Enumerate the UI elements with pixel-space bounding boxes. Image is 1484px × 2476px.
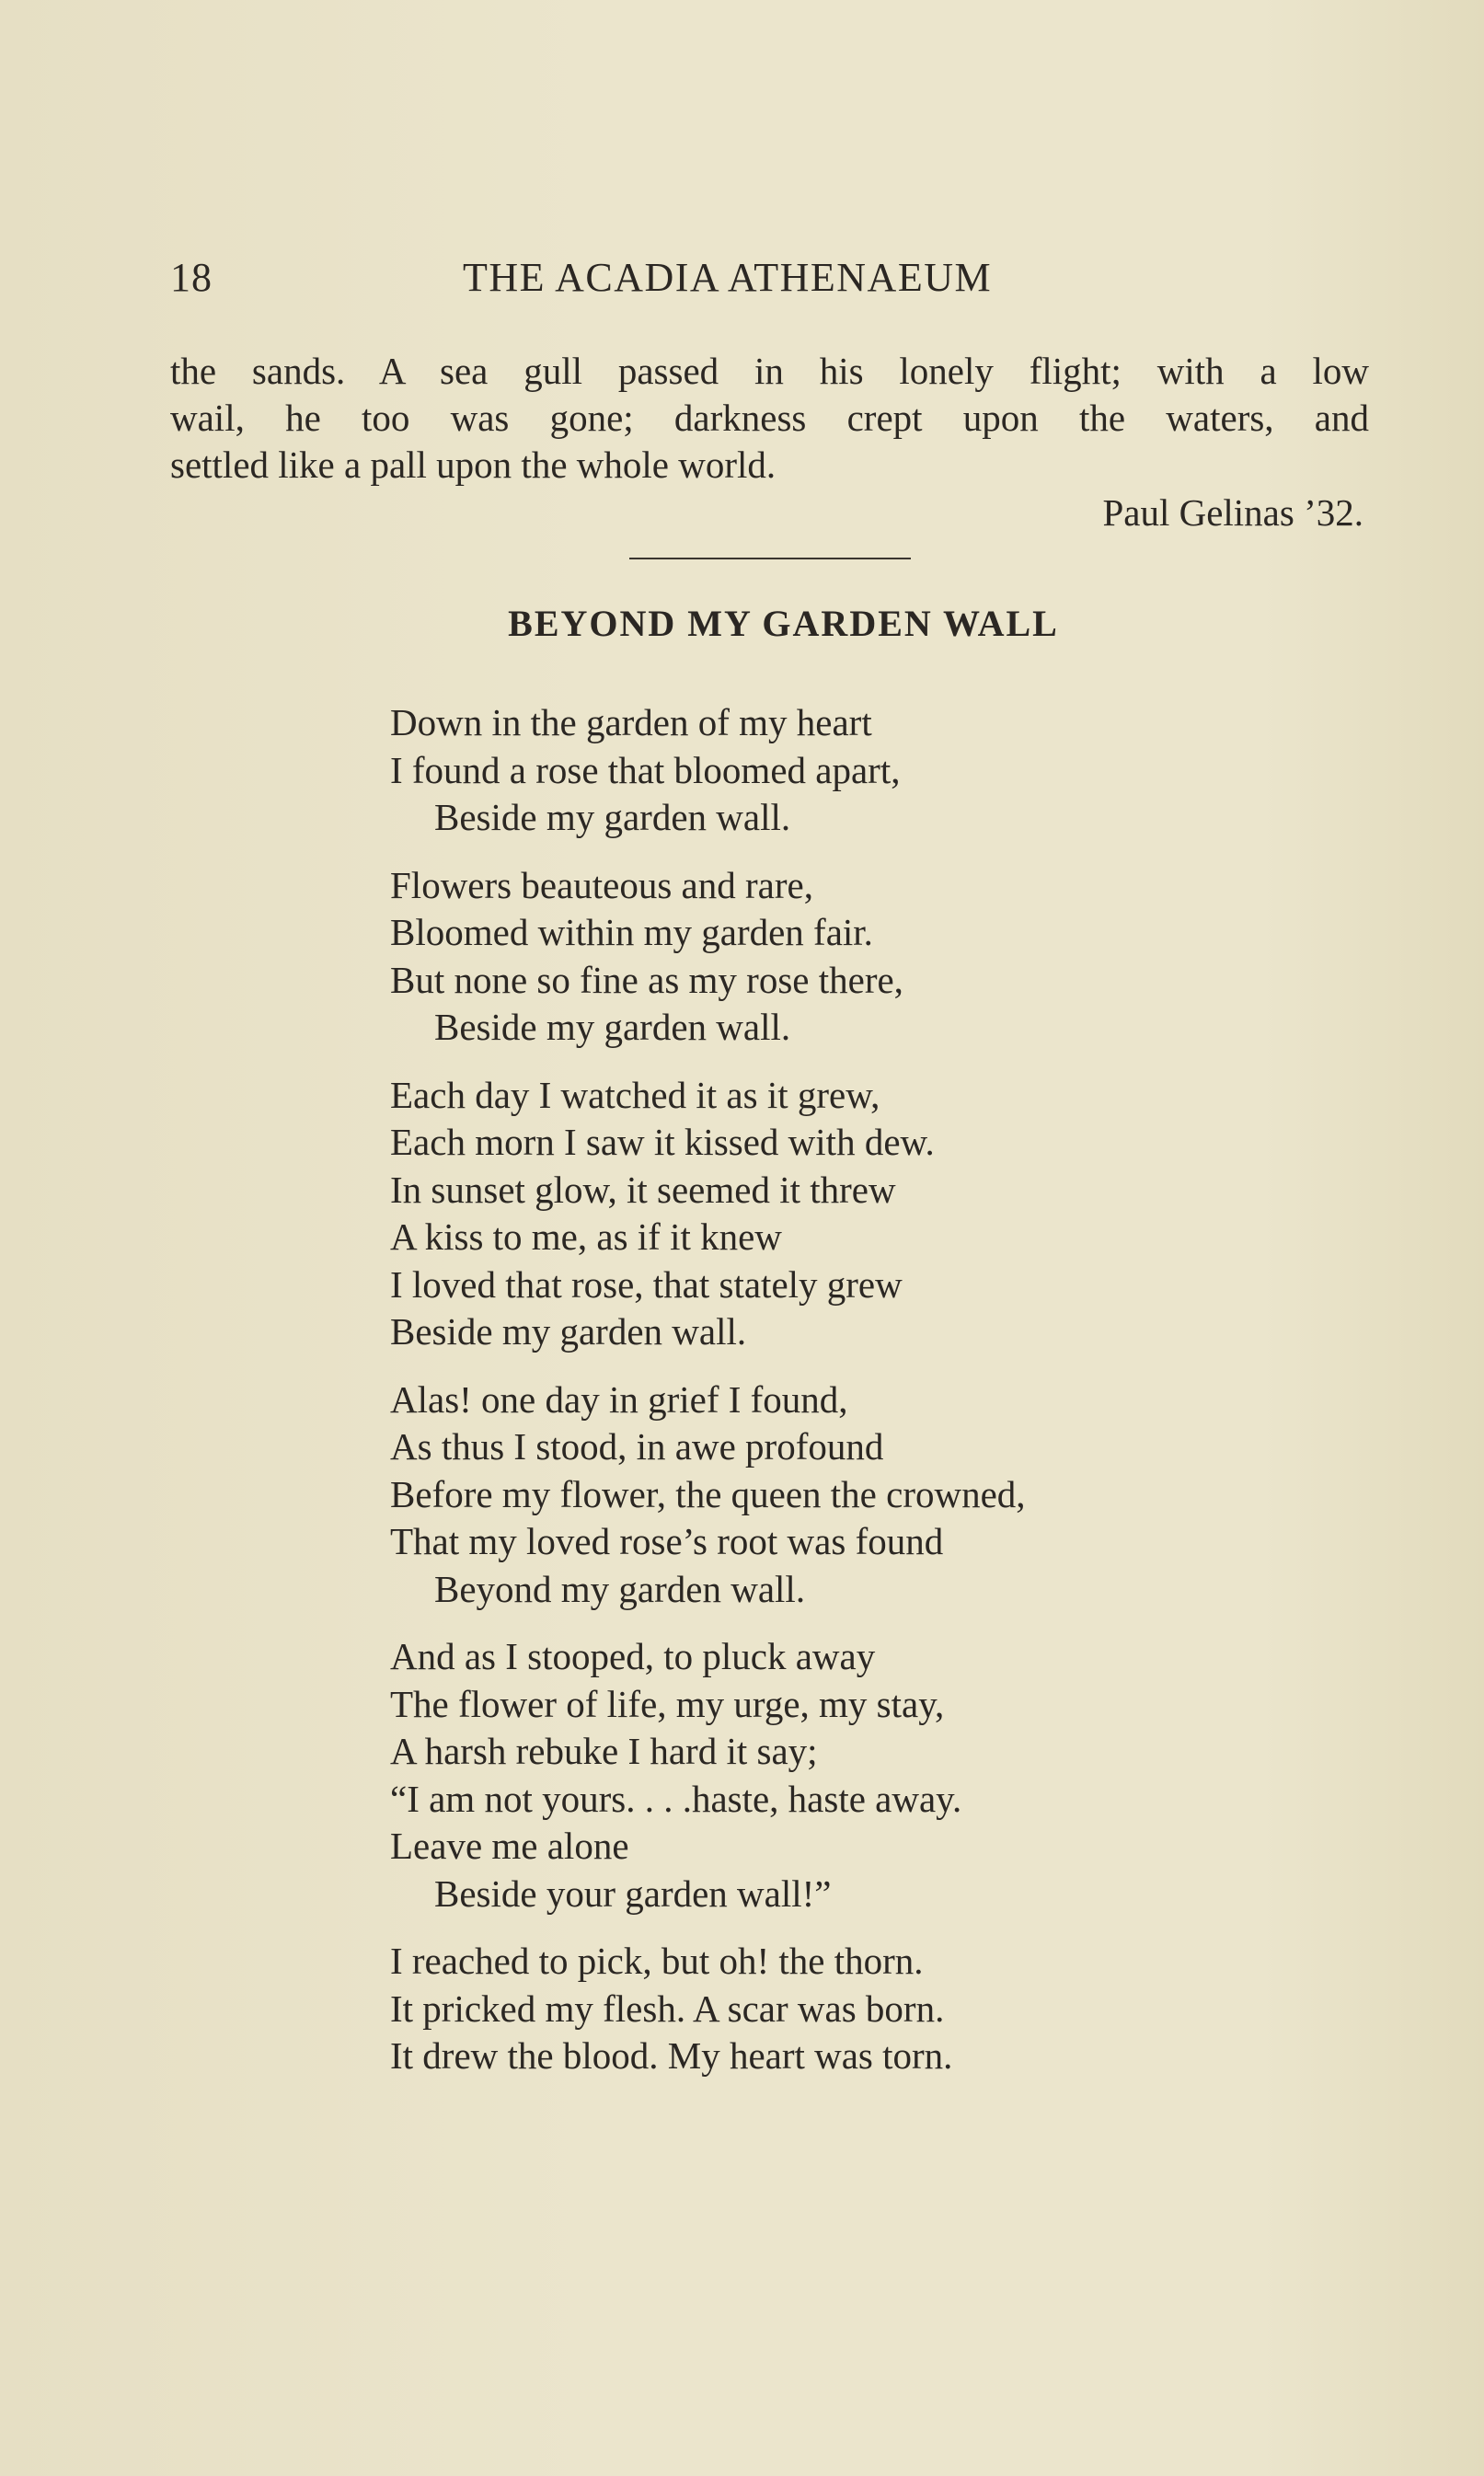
stanza — [390, 1072, 1310, 1356]
stanza — [390, 1633, 1310, 1917]
stanza — [390, 699, 1310, 842]
verse-line: A kiss to me, as if it knew — [390, 1215, 782, 1258]
poem-title: BEYOND MY GARDEN WALL — [508, 603, 1059, 644]
poem-body — [390, 699, 1310, 2101]
verse-line: Down in the garden of my heart — [390, 701, 872, 743]
stanza — [390, 1938, 1310, 2080]
prose-line: the sands. A sea gull passed in his lonely flight; with a low — [170, 350, 1369, 392]
stanza — [390, 1376, 1310, 1614]
verse-line: But none so fine as my rose there, — [390, 958, 903, 1001]
verse-line: “I am not yours. . . .haste, haste away. — [390, 1777, 962, 1820]
verse-line: Beside my garden wall. — [390, 1310, 747, 1353]
verse-line: Each morn I saw it kissed with dew. — [390, 1121, 935, 1163]
prose-line: settled like a pall upon the whole world. — [170, 443, 777, 486]
verse-line: Beyond my garden wall. — [434, 1567, 806, 1610]
verse-line: Each day I watched it as it grew, — [390, 1073, 880, 1116]
page-number: 18 — [170, 255, 213, 300]
verse-line: And as I stooped, to pluck away — [390, 1635, 876, 1677]
verse-line: As thus I stood, in awe profound — [390, 1425, 884, 1468]
verse-line: Bloomed within my garden fair. — [390, 911, 873, 953]
verse-line: A harsh rebuke I hard it say; — [390, 1730, 818, 1772]
prose-line: wail, he too was gone; darkness crept upon the waters, and — [170, 397, 1369, 439]
section-divider — [629, 558, 911, 559]
verse-line: I reached to pick, but oh! the thorn. — [390, 1940, 924, 1982]
verse-line: Flowers beauteous and rare, — [390, 863, 813, 906]
page-header — [170, 250, 1366, 305]
verse-line: It pricked my flesh. A scar was born. — [390, 1987, 945, 2030]
verse-line: The flower of life, my urge, my stay, — [390, 1682, 945, 1725]
verse-line: It drew the blood. My heart was torn. — [390, 2034, 953, 2077]
verse-line: That my loved rose’s root was found — [390, 1520, 944, 1562]
verse-line: Before my flower, the queen the crowned, — [390, 1472, 1026, 1515]
verse-line: Leave me alone — [390, 1825, 629, 1867]
stanza — [390, 862, 1310, 1052]
verse-line: Beside my garden wall. — [434, 796, 791, 838]
verse-line: Beside my garden wall. — [434, 1006, 791, 1048]
author-byline: Paul Gelinas ’32. — [1102, 491, 1363, 534]
verse-line: Alas! one day in grief I found, — [390, 1377, 848, 1421]
prose-paragraph — [170, 348, 1369, 489]
running-title: THE ACADIA ATHENAEUM — [463, 255, 993, 300]
verse-line: I loved that rose, that stately grew — [390, 1262, 903, 1306]
verse-line: I found a rose that bloomed apart, — [390, 748, 901, 791]
verse-line: In sunset glow, it seemed it threw — [390, 1168, 896, 1211]
verse-line: Beside your garden wall!” — [434, 1871, 832, 1915]
